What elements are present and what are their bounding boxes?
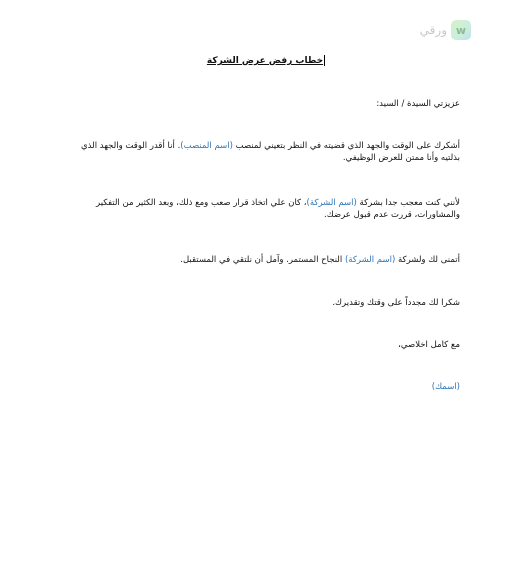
letter-title[interactable]: خطاب رفض عرض الشركة — [206, 56, 324, 66]
placeholder-position-name: (اسم المنصب) — [180, 141, 233, 151]
placeholder-company-name: (اسم الشركة) — [306, 198, 357, 208]
paragraph-thanks: أشكرك على الوقت والجهد الذي قضيته في النظر بتعيني لمنصب (اسم المنصب). أنا أقدر الوقت والجهد الذي بذلتيه وأنا ممتن للعرض الوظيفي. — [81, 141, 460, 163]
paragraph-wishes: أتمنى لك ولشركة (اسم الشركة) النجاح المستمر. وآمل أن نلتقي في المستقبل. — [180, 255, 460, 265]
brand-logo — [420, 20, 471, 40]
signature-placeholder: (اسمك) — [431, 382, 460, 392]
paragraph-thanks-again: شكرا لك مجدداً على وقتك وتقديرك. — [332, 298, 460, 308]
placeholder-company-name-2: (اسم الشركة) — [344, 255, 396, 265]
paragraph-decision: لأنني كنت معجب جدا بشركة (اسم الشركة)، كان علي اتخاذ قرار صعب ومع ذلك، وبعد الكثير من التفكير والمشاورات، قررت عدم قبول عرضك. — [96, 198, 460, 220]
text-cursor — [324, 55, 325, 66]
salutation: عزيزتي السيدة / السيد: — [376, 99, 460, 109]
closing: مع كامل اخلاصي، — [398, 340, 460, 350]
logo-text: ورقي — [419, 23, 447, 37]
logo-icon: w — [451, 20, 471, 40]
